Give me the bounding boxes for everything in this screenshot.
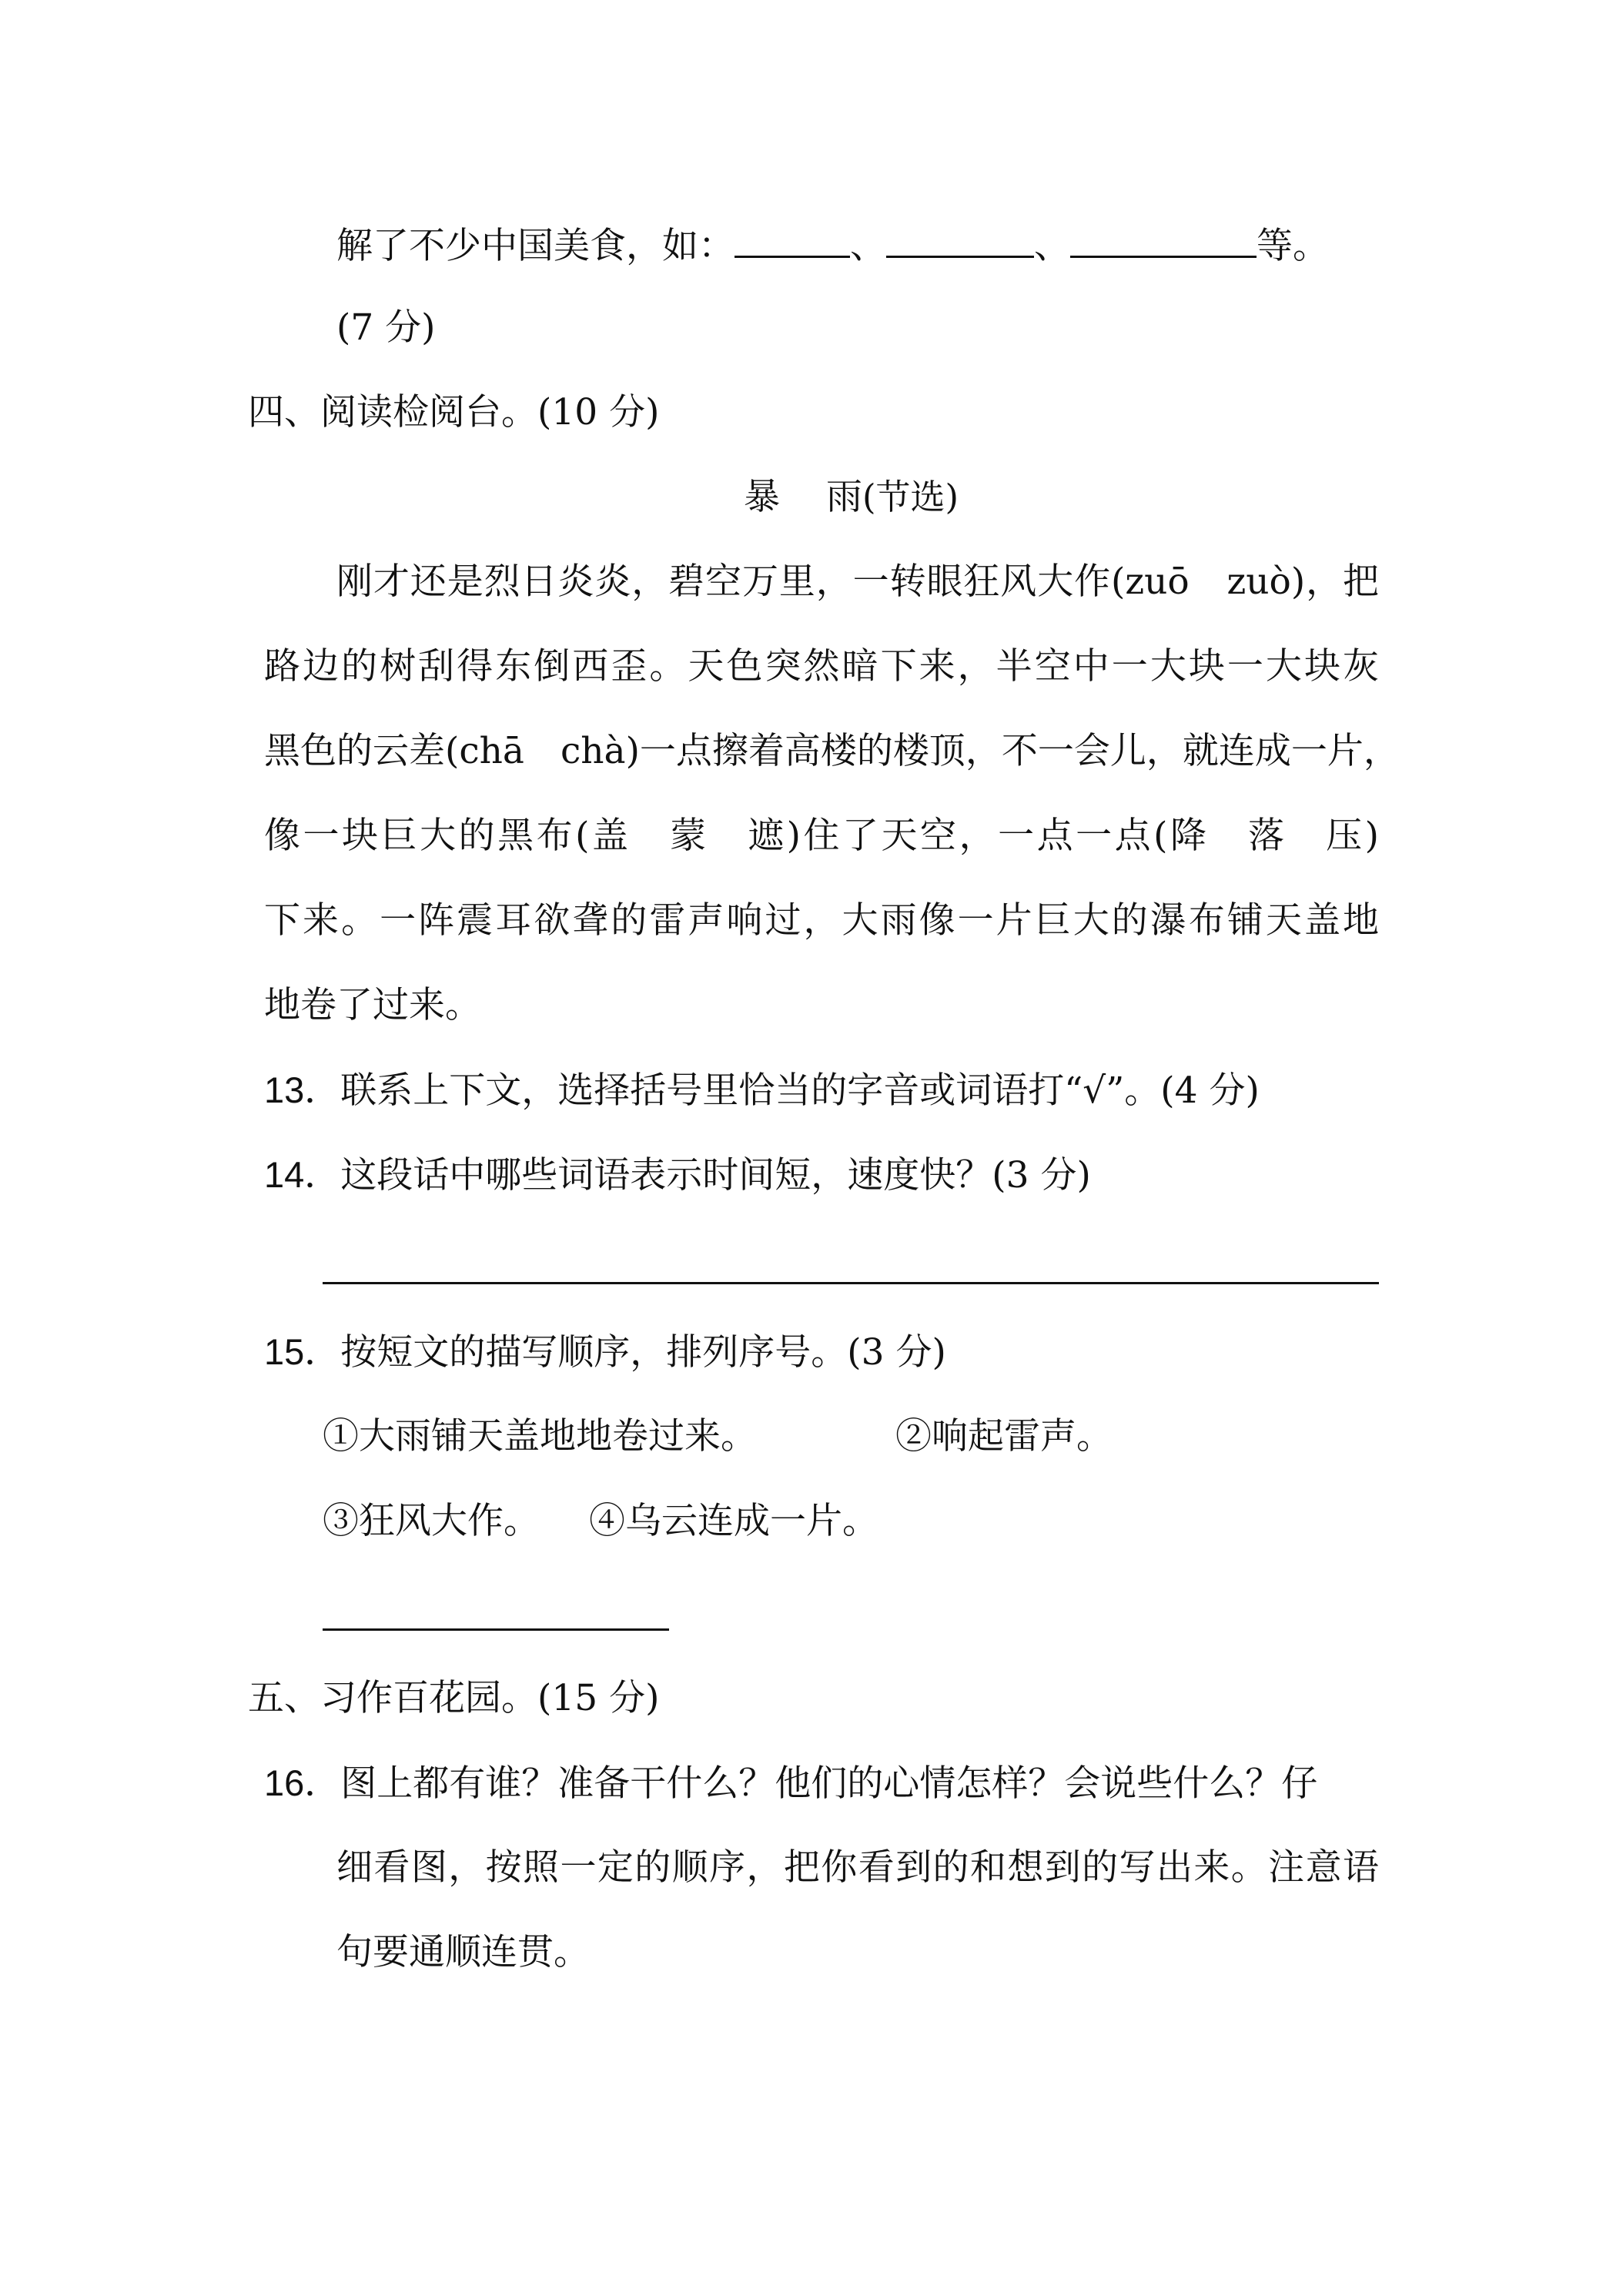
question-14-text: 这段话中哪些词语表示时间短，速度快？(3 分) [340, 1154, 1091, 1197]
question-15-option-2: ②响起雷声。 [895, 1415, 1113, 1458]
question-16-number: 16． [264, 1762, 341, 1803]
question-15-number: 15． [264, 1331, 341, 1372]
question-14-answer-line[interactable] [323, 1282, 1379, 1284]
passage-line-1: 刚才还是烈日炎炎，碧空万里，一转眼狂风大作(zuō zuò)，把 [336, 561, 1379, 603]
question-15-option-3: ③狂风大作。 [323, 1500, 540, 1542]
food-suffix-text: 等。 [1257, 225, 1329, 267]
food-question-score: (7 分) [336, 306, 436, 349]
question-15-answer-line[interactable] [323, 1628, 669, 1631]
question-16-line-2: 细看图，按照一定的顺序，把你看到的和想到的写出来。注意语 [336, 1846, 1379, 1889]
section4-heading: 四、阅读检阅台。(10 分) [248, 391, 660, 433]
title-note: (节选) [862, 477, 959, 517]
section5-heading: 五、习作百花园。(15 分) [248, 1677, 660, 1719]
answer-blank-1[interactable] [735, 220, 850, 258]
question-15-option-4: ④乌云连成一片。 [589, 1500, 878, 1542]
question-14-number: 14． [264, 1154, 341, 1195]
question-15-option-1: ①大雨铺天盖地地卷过来。 [323, 1415, 757, 1458]
title-char-1: 暴 [744, 476, 780, 518]
question-16-line-3: 句要通顺连贯。 [336, 1931, 590, 1973]
food-fill-line [336, 220, 1329, 266]
passage-line-2: 路边的树刮得东倒西歪。天色突然暗下来，半空中一大块一大块灰 [264, 645, 1379, 688]
question-13-text: 联系上下文，选择括号里恰当的字音或词语打“√”。(4 分) [340, 1069, 1260, 1112]
separator-1: 、 [850, 225, 886, 267]
question-13-number: 13． [264, 1069, 341, 1110]
passage-line-3: 黑色的云差(chā chà)一点擦着高楼的楼顶，不一会儿，就连成一片， [264, 730, 1400, 772]
passage-line-5: 下来。一阵震耳欲聋的雷声响过，大雨像一片巨大的瀑布铺天盖地 [264, 899, 1379, 942]
passage-title [744, 474, 959, 520]
passage-line-6: 地卷了过来。 [264, 984, 481, 1026]
question-15-text: 按短文的描写顺序，排列序号。(3 分) [340, 1331, 946, 1374]
question-15 [264, 1329, 946, 1375]
question-16-text-1: 图上都有谁？准备干什么？他们的心情怎样？会说些什么？仔 [340, 1762, 1318, 1805]
answer-blank-3[interactable] [1070, 220, 1257, 258]
separator-2: 、 [1034, 225, 1070, 267]
passage-line-4: 像一块巨大的黑布(盖 蒙 遮)住了天空，一点一点(降 落 压) [264, 815, 1379, 857]
question-14 [264, 1152, 1091, 1198]
answer-blank-2[interactable] [886, 220, 1034, 258]
question-16-line-1 [264, 1760, 1379, 1806]
food-prompt-text: 解了不少中国美食，如： [336, 225, 735, 267]
title-char-2: 雨 [826, 476, 862, 518]
question-13 [264, 1067, 1260, 1113]
